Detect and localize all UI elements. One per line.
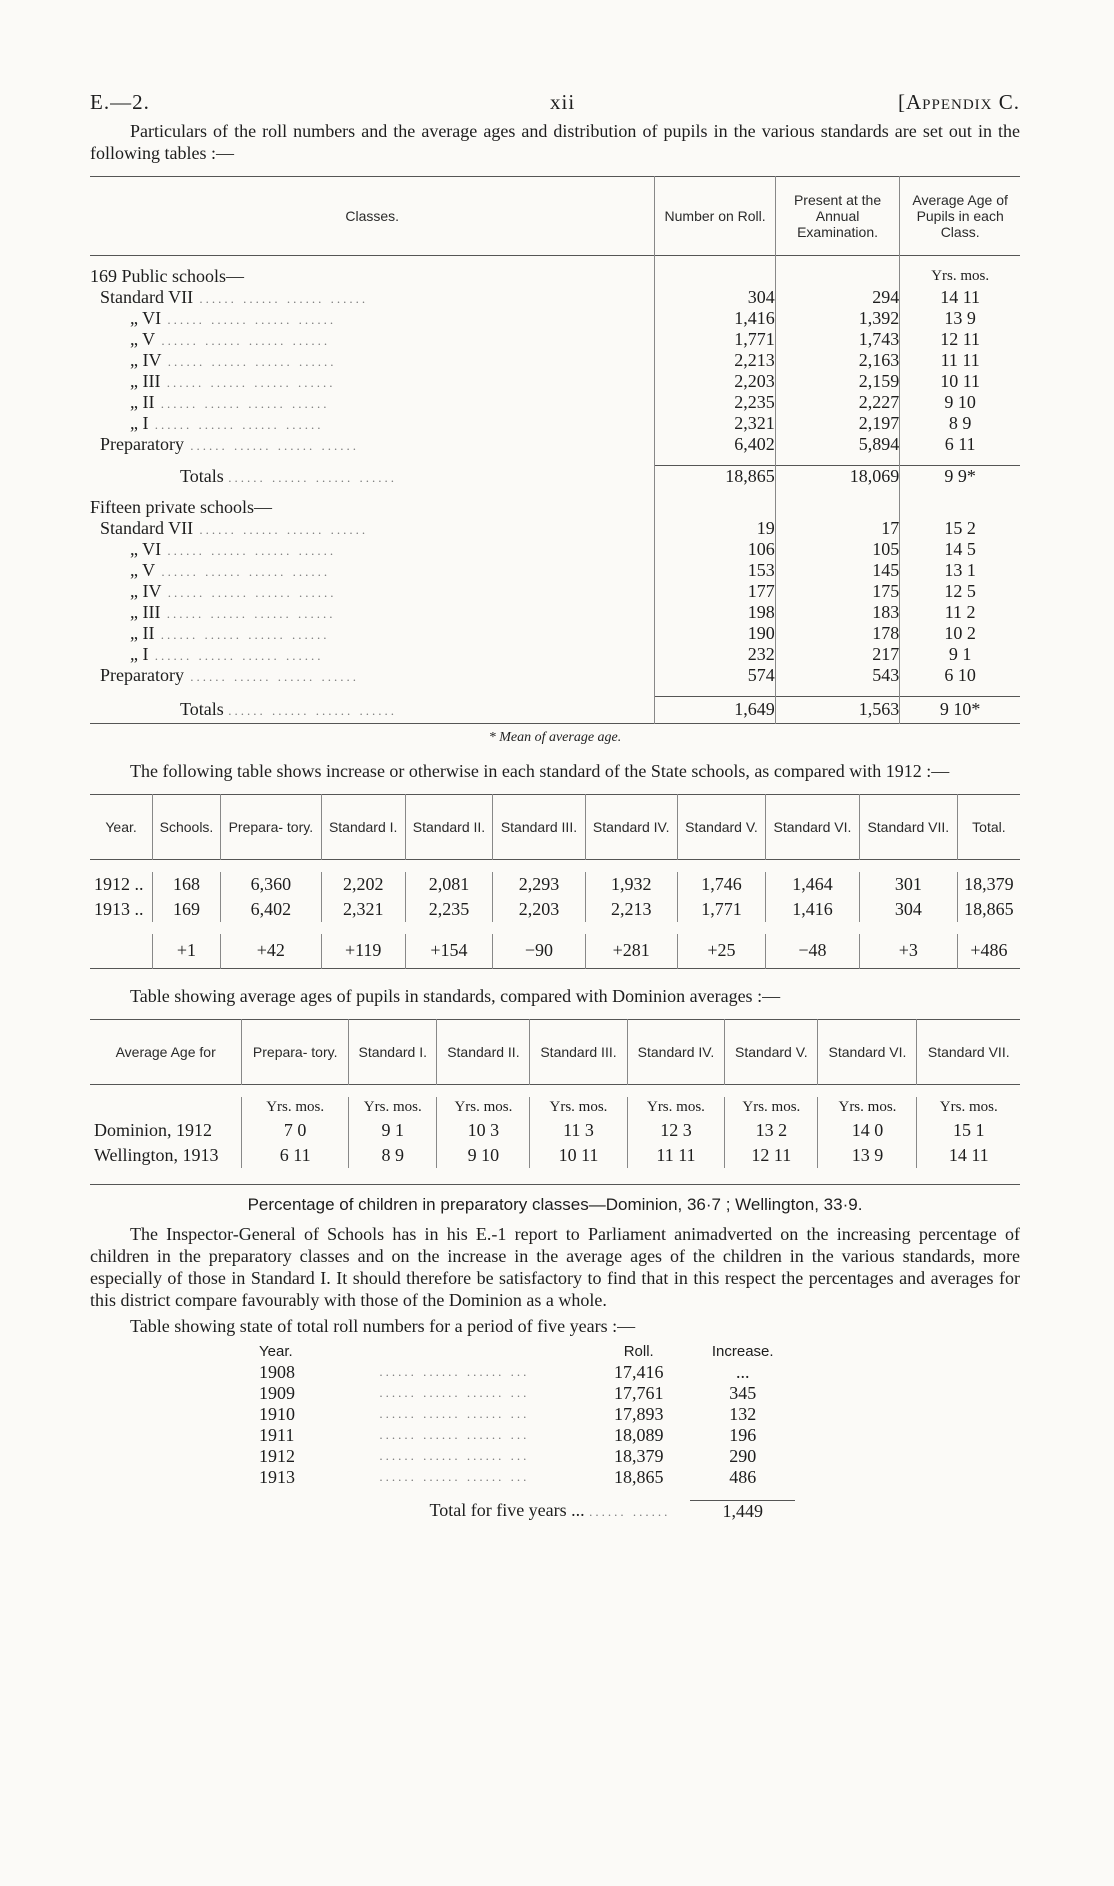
page-header	[90, 80, 1020, 120]
difference-row	[90, 934, 1020, 969]
preparatory-percentage-caption: Percentage of children in preparatory classes—Dominion, 36·7 ; Wellington, 33·9.	[247, 1194, 863, 1214]
table-row: „ I ...... ...... ...... ...... 2,321 2,197 8 9	[90, 413, 1020, 434]
table-cell: Wellington, 1913	[94, 1144, 219, 1165]
present-cell: 543	[775, 665, 900, 686]
table-cell: 304	[859, 897, 957, 922]
row-label: „ IV	[130, 581, 162, 601]
increase-cell: 345	[729, 1382, 757, 1403]
table-row: 1908 ...... ...... ...... ... 17,416 ...	[255, 1362, 795, 1383]
col-header: Standard IV.	[585, 794, 677, 859]
table-row: „ II ...... ...... ...... ...... 2,235 2,227 9 10	[90, 392, 1020, 413]
section-title-private: Fifteen private schools—	[90, 497, 272, 517]
col-header: Standard VII.	[859, 794, 957, 859]
table-row: 1909 ...... ...... ...... ... 17,761 345	[255, 1383, 795, 1404]
row-label: „ V	[130, 329, 156, 349]
row-label: „ I	[130, 413, 149, 433]
totals-roll: 18,865	[655, 466, 775, 488]
increase-cell: 486	[729, 1466, 757, 1487]
section-title-public: 169 Public schools—	[90, 266, 245, 286]
col-header: Standard III.	[530, 1019, 627, 1084]
table-cell: 18,379	[957, 872, 1020, 897]
col-header-age: Average Age of Pupils in each Class.	[900, 177, 1020, 256]
year-cell: 1911	[259, 1424, 295, 1445]
table-cell: 6,402	[220, 897, 321, 922]
present-cell: 183	[775, 602, 900, 623]
table-cell: 169	[153, 897, 221, 922]
table-cell: 9 10	[437, 1143, 530, 1168]
age-units: Yrs. mos.	[900, 266, 1020, 287]
roll-cell: 18,379	[613, 1445, 664, 1466]
table-row: „ IV ...... ...... ...... ...... 2,213 2,163 11 11	[90, 350, 1020, 371]
roll-cell: 18,089	[613, 1424, 664, 1445]
table-cell: 1,771	[677, 897, 765, 922]
table-cell: 14 11	[917, 1143, 1020, 1168]
difference-cell: +154	[405, 934, 493, 969]
col-header: Standard VII.	[917, 1019, 1020, 1084]
col-header: Standard V.	[725, 1019, 818, 1084]
age-cell: 11 11	[900, 350, 1020, 371]
table-row: „ III ...... ...... ...... ...... 2,203 2,159 10 11	[90, 371, 1020, 392]
col-header-increase: Increase.	[711, 1342, 774, 1360]
roll-cell: 198	[655, 602, 775, 623]
roll-cell: 190	[655, 623, 775, 644]
age-cell: 6 10	[900, 665, 1020, 686]
present-cell: 105	[775, 539, 900, 560]
table-cell: 1913 ..	[94, 898, 144, 919]
roll-cell: 2,213	[655, 350, 775, 371]
unit-label: Yrs. mos.	[742, 1098, 801, 1115]
col-header: Standard II.	[437, 1019, 530, 1084]
inspector-paragraph: The Inspector-General of Schools has in his E.-1 report to Parliament animadverted on the increasing percentage of children in the preparatory classes and on the increase in the average ages of the children in the various standards, more especially of those in Standard I. It should therefore be satisfactory to find that in this respect the percentages and averages for this district compare favourably with those of the Dominion as a whole.	[90, 1223, 1020, 1310]
totals-label: Totals	[180, 465, 224, 486]
table-cell: 11 3	[530, 1118, 627, 1143]
age-cell: 8 9	[900, 413, 1020, 434]
totals-present: 18,069	[775, 466, 900, 488]
table-row: 1913 ...... ...... ...... ... 18,865 486	[255, 1467, 795, 1488]
roll-cell: 574	[655, 665, 775, 686]
table-row: 1910 ...... ...... ...... ... 17,893 132	[255, 1404, 795, 1425]
present-cell: 17	[775, 518, 900, 539]
roll-cell: 17,761	[613, 1382, 664, 1403]
table-cell: 7 0	[242, 1118, 349, 1143]
age-cell: 14 5	[900, 539, 1020, 560]
row-label: Standard VII	[100, 287, 194, 307]
page-number: xii	[550, 90, 576, 114]
table-cell: 2,321	[321, 897, 405, 922]
roll-cell: 19	[655, 518, 775, 539]
col-header-roll: Number on Roll.	[655, 177, 775, 256]
roll-cell: 17,893	[613, 1403, 664, 1424]
difference-cell: +486	[957, 934, 1020, 969]
totals-row-public: Totals ...... ...... ...... ...... 18,865 18,069 9 9*	[90, 466, 1020, 488]
age-cell: 10 11	[900, 371, 1020, 392]
roll-cell: 232	[655, 644, 775, 665]
difference-cell: +3	[859, 934, 957, 969]
intro-paragraph: Particulars of the roll numbers and the average ages and distribution of pupils in the various standards are set out in the following tables :—	[90, 121, 1020, 163]
difference-cell: +1	[153, 934, 221, 969]
age-cell: 12 5	[900, 581, 1020, 602]
table-row: „ IV ...... ...... ...... ...... 177 175 12 5	[90, 581, 1020, 602]
col-header: Standard IV.	[627, 1019, 725, 1084]
table-cell: 2,081	[405, 872, 493, 897]
year-cell: 1908	[259, 1361, 295, 1382]
age-cell: 12 11	[900, 329, 1020, 350]
ages-paragraph: Table showing average ages of pupils in standards, compared with Dominion averages :—	[130, 985, 781, 1006]
roll-cell: 153	[655, 560, 775, 581]
present-cell: 1,392	[775, 308, 900, 329]
row-label: „ I	[130, 644, 149, 664]
roll-cell: 304	[655, 287, 775, 308]
totals-row-private: Totals ...... ...... ...... ...... 1,649 1,563 9 10*	[90, 697, 1020, 724]
row-label: „ VI	[130, 308, 162, 328]
present-cell: 145	[775, 560, 900, 581]
units-row	[90, 1097, 1020, 1118]
row-label: „ V	[130, 560, 156, 580]
col-header: Total.	[957, 794, 1020, 859]
table-cell: 12 11	[725, 1143, 818, 1168]
roll-numbers-table	[90, 176, 1020, 724]
unit-label: Yrs. mos.	[549, 1098, 608, 1115]
col-header: Prepara- tory.	[242, 1019, 349, 1084]
col-header: Average Age for	[115, 1043, 216, 1060]
document-page	[90, 80, 1020, 1522]
table-cell: 2,202	[321, 872, 405, 897]
difference-cell: +119	[321, 934, 405, 969]
present-cell: 1,743	[775, 329, 900, 350]
table-row: 1911 ...... ...... ...... ... 18,089 196	[255, 1425, 795, 1446]
col-header-roll: Roll.	[623, 1342, 654, 1360]
table-row: „ V ...... ...... ...... ...... 153 145 13 1	[90, 560, 1020, 581]
col-header: Standard I.	[349, 1019, 437, 1084]
age-cell: 9 1	[900, 644, 1020, 665]
increase-cell: 290	[729, 1445, 757, 1466]
roll-cell: 6,402	[655, 434, 775, 455]
table-row	[90, 1118, 1020, 1143]
col-header: Standard V.	[677, 794, 765, 859]
roll-cell: 2,321	[655, 413, 775, 434]
table-cell: 9 1	[349, 1118, 437, 1143]
table-cell: Dominion, 1912	[94, 1119, 213, 1140]
age-cell: 10 2	[900, 623, 1020, 644]
year-cell: 1910	[259, 1403, 295, 1424]
table-cell: 2,203	[493, 897, 585, 922]
table-footnote: * Mean of average age.	[488, 729, 622, 745]
difference-cell: +281	[585, 934, 677, 969]
table-row: 1912 ...... ...... ...... ... 18,379 290	[255, 1446, 795, 1467]
present-cell: 2,197	[775, 413, 900, 434]
comparison-paragraph: The following table shows increase or otherwise in each standard of the State schools, as compared with 1912 :—	[130, 760, 950, 781]
row-label: Preparatory	[100, 665, 184, 685]
unit-label: Yrs. mos.	[454, 1098, 513, 1115]
age-cell: 15 2	[900, 518, 1020, 539]
unit-label: Yrs. mos.	[266, 1098, 325, 1115]
roll-cell: 18,865	[613, 1466, 664, 1487]
totals-roll: 1,649	[655, 697, 775, 724]
col-header: Year.	[105, 818, 137, 835]
table-row: Standard VII ...... ...... ...... ...... 19 17 15 2	[90, 518, 1020, 539]
table-cell: 6,360	[220, 872, 321, 897]
table-row: Preparatory ...... ...... ...... ...... 574 543 6 10	[90, 665, 1020, 686]
table-row: „ VI ...... ...... ...... ...... 106 105 14 5	[90, 539, 1020, 560]
increase-cell: ...	[735, 1361, 750, 1382]
table-cell: 1,932	[585, 872, 677, 897]
table-row	[90, 872, 1020, 897]
present-cell: 217	[775, 644, 900, 665]
table-row: „ I ...... ...... ...... ...... 232 217 9 1	[90, 644, 1020, 665]
table-cell: 2,235	[405, 897, 493, 922]
present-cell: 2,227	[775, 392, 900, 413]
age-cell: 14 11	[900, 287, 1020, 308]
table-cell: 12 3	[627, 1118, 725, 1143]
table-row: „ II ...... ...... ...... ...... 190 178 10 2	[90, 623, 1020, 644]
increase-cell: 132	[729, 1403, 757, 1424]
age-cell: 11 2	[900, 602, 1020, 623]
table-cell: 15 1	[917, 1118, 1020, 1143]
col-header: Standard III.	[493, 794, 585, 859]
table-cell: 168	[153, 872, 221, 897]
col-header: Standard VI.	[766, 794, 860, 859]
totals-age: 9 9*	[900, 466, 1020, 488]
table-cell: 1912 ..	[94, 873, 144, 894]
totals-age: 9 10*	[900, 697, 1020, 724]
table-cell: 14 0	[818, 1118, 917, 1143]
col-header: Schools.	[153, 794, 221, 859]
unit-label: Yrs. mos.	[646, 1098, 705, 1115]
table-cell: 2,293	[493, 872, 585, 897]
col-header: Standard II.	[405, 794, 493, 859]
totals-present: 1,563	[775, 697, 900, 724]
roll-cell: 17,416	[613, 1361, 664, 1382]
header-left: E.—2.	[90, 90, 150, 114]
table-cell: 1,746	[677, 872, 765, 897]
table-cell: 1,464	[766, 872, 860, 897]
section-title-row	[90, 497, 1020, 518]
col-header: Prepara- tory.	[220, 794, 321, 859]
total-value: 1,449	[690, 1500, 795, 1522]
increase-cell: 196	[729, 1424, 757, 1445]
row-label: „ II	[130, 392, 155, 412]
age-cell: 13 9	[900, 308, 1020, 329]
roll-cell: 1,416	[655, 308, 775, 329]
unit-label: Yrs. mos.	[363, 1098, 422, 1115]
roll-cell: 106	[655, 539, 775, 560]
age-cell: 9 10	[900, 392, 1020, 413]
unit-label: Yrs. mos.	[939, 1098, 998, 1115]
table-cell: 11 11	[627, 1143, 725, 1168]
table-cell: 10 3	[437, 1118, 530, 1143]
unit-label: Yrs. mos.	[838, 1098, 897, 1115]
table-cell: 6 11	[242, 1143, 349, 1168]
row-label: Preparatory	[100, 434, 184, 454]
difference-cell: −48	[766, 934, 860, 969]
difference-cell: +25	[677, 934, 765, 969]
average-ages-table	[90, 1019, 1020, 1185]
row-label: „ III	[130, 602, 161, 622]
roll-cell: 1,771	[655, 329, 775, 350]
table-cell: 8 9	[349, 1143, 437, 1168]
totals-label: Totals	[180, 699, 224, 719]
roll-cell: 2,203	[655, 371, 775, 392]
year-cell: 1909	[259, 1382, 295, 1403]
table-row: „ III ...... ...... ...... ...... 198 183 11 2	[90, 602, 1020, 623]
present-cell: 2,163	[775, 350, 900, 371]
present-cell: 5,894	[775, 434, 900, 455]
col-header-classes: Classes.	[345, 208, 400, 224]
table-cell: 301	[859, 872, 957, 897]
five-year-paragraph: Table showing state of total roll numbers for a period of five years :—	[130, 1315, 636, 1336]
col-header-present: Present at the Annual Examination.	[775, 177, 900, 256]
five-year-total-row: Total for five years ... ...... ...... 1,449	[255, 1500, 795, 1522]
table-cell: 18,865	[957, 897, 1020, 922]
roll-cell: 2,235	[655, 392, 775, 413]
year-cell: 1913	[259, 1466, 295, 1487]
col-header-year: Year.	[259, 1342, 293, 1360]
table-row	[90, 897, 1020, 922]
table-row: Preparatory ...... ...... ...... ...... 6,402 5,894 6 11	[90, 434, 1020, 455]
table-cell: 13 9	[818, 1143, 917, 1168]
roll-cell: 177	[655, 581, 775, 602]
age-cell: 6 11	[900, 434, 1020, 455]
table-row: Standard VII ...... ...... ...... ...... 304 294 14 11	[90, 287, 1020, 308]
year-cell: 1912	[259, 1445, 295, 1466]
table-row	[90, 1143, 1020, 1168]
table-cell: 13 2	[725, 1118, 818, 1143]
present-cell: 2,159	[775, 371, 900, 392]
table-cell: 1,416	[766, 897, 860, 922]
header-right: [Appendix C.	[897, 90, 1020, 114]
row-label: „ VI	[130, 539, 162, 559]
increase-table	[90, 794, 1020, 969]
row-label: „ III	[130, 371, 161, 391]
difference-cell	[90, 934, 153, 969]
section-title-row	[90, 266, 1020, 287]
total-label: Total for five years ...	[429, 1500, 585, 1521]
table-cell: 10 11	[530, 1143, 627, 1168]
difference-cell: −90	[493, 934, 585, 969]
present-cell: 294	[775, 287, 900, 308]
table-row: „ V ...... ...... ...... ...... 1,771 1,743 12 11	[90, 329, 1020, 350]
difference-cell: +42	[220, 934, 321, 969]
table-cell: 2,213	[585, 897, 677, 922]
table-row: „ VI ...... ...... ...... ...... 1,416 1,392 13 9	[90, 308, 1020, 329]
row-label: Standard VII	[100, 518, 194, 538]
five-year-roll-table	[255, 1341, 795, 1522]
col-header: Standard I.	[321, 794, 405, 859]
present-cell: 178	[775, 623, 900, 644]
present-cell: 175	[775, 581, 900, 602]
col-header: Standard VI.	[818, 1019, 917, 1084]
row-label: „ II	[130, 623, 155, 643]
age-cell: 13 1	[900, 560, 1020, 581]
row-label: „ IV	[130, 350, 162, 370]
